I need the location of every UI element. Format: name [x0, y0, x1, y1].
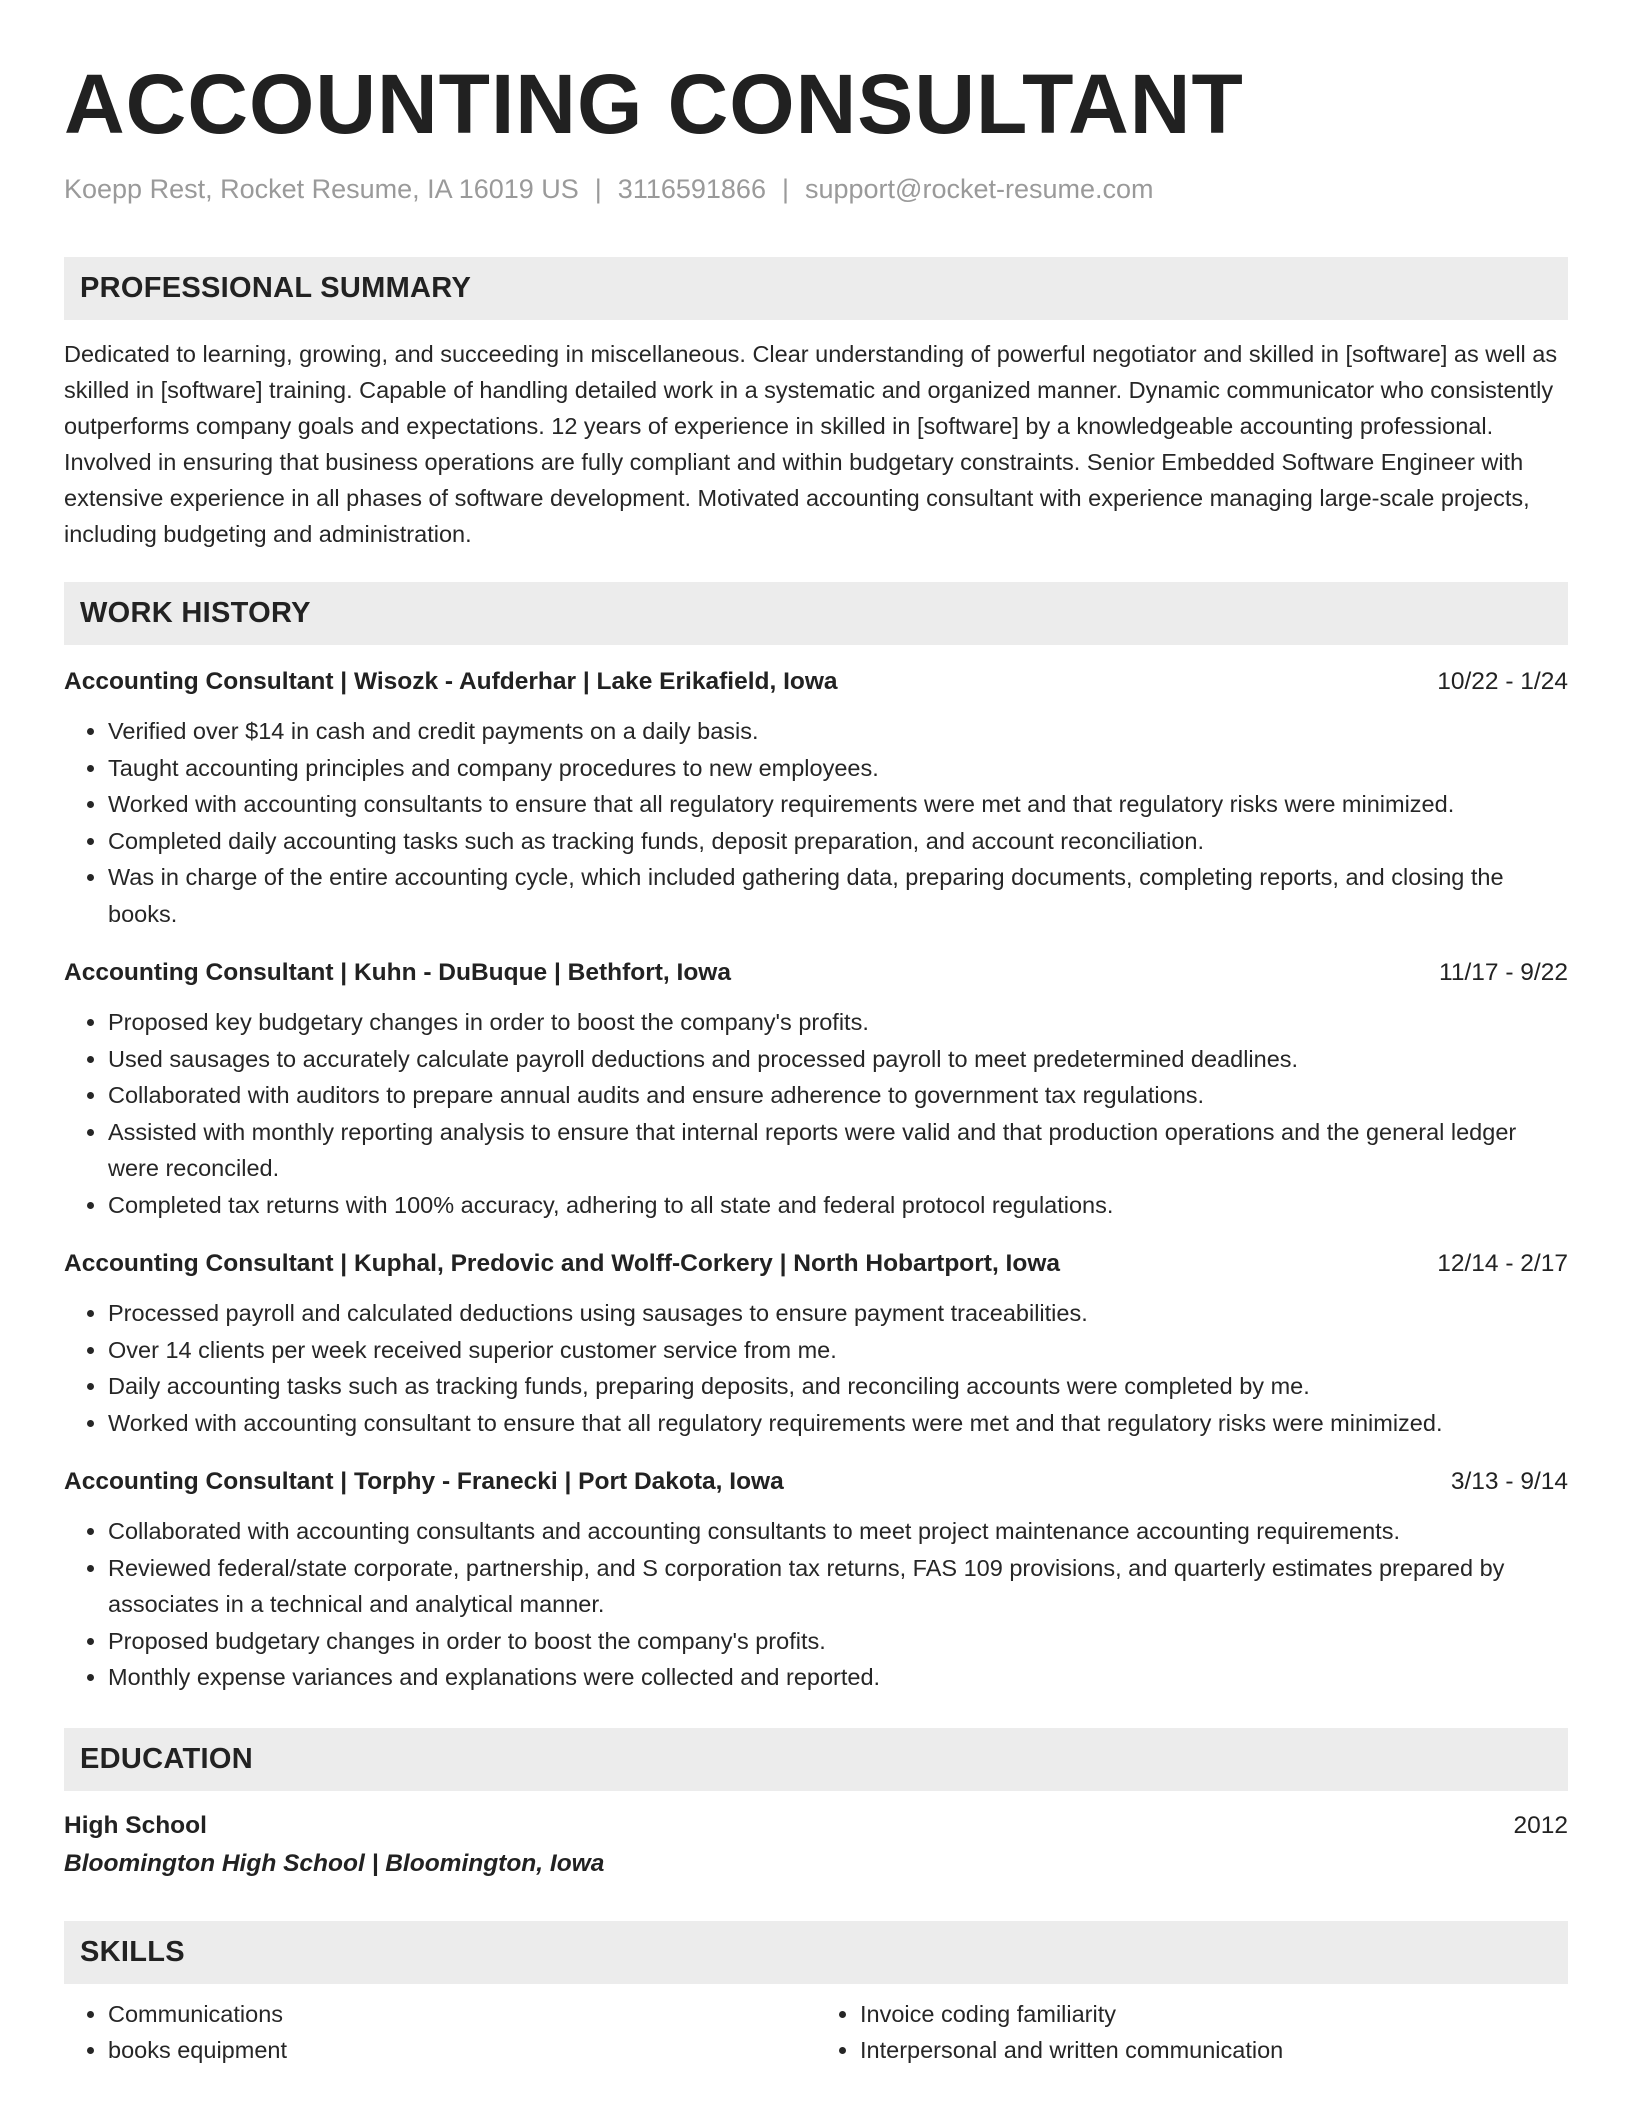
job-title: Accounting Consultant | Torphy - Franecki | Port Dakota, Iowa: [64, 1468, 784, 1495]
section-heading-education: EDUCATION: [64, 1728, 1568, 1791]
skills-list-left: [64, 1996, 816, 2069]
job-entry: [64, 1245, 1568, 1441]
skills-columns: [64, 1996, 1568, 2069]
job-bullets: [64, 1004, 1568, 1223]
contact-address: Koepp Rest, Rocket Resume, IA 16019 US: [64, 174, 579, 204]
job-dates: 12/14 - 2/17: [1437, 1250, 1568, 1277]
contact-phone: 3116591866: [617, 174, 766, 204]
job-bullet: • Proposed budgetary changes in order to boost the company's profits.: [108, 1623, 1568, 1660]
job-bullet: • Completed tax returns with 100% accuracy, adhering to all state and federal protocol regulations.: [108, 1187, 1568, 1224]
job-bullet: • Daily accounting tasks such as tracking funds, preparing deposits, and reconciling accounts were completed by me.: [108, 1368, 1568, 1405]
job-bullet: • Proposed key budgetary changes in order to boost the company's profits.: [108, 1004, 1568, 1041]
job-title: Accounting Consultant | Kuhn - DuBuque | Bethfort, Iowa: [64, 959, 731, 986]
contact-separator: |: [594, 174, 602, 204]
job-bullet: • Processed payroll and calculated deductions using sausages to ensure payment traceabilities.: [108, 1295, 1568, 1332]
job-bullets: [64, 1513, 1568, 1696]
job-bullet: • Reviewed federal/state corporate, partnership, and S corporation tax returns, FAS 109 provisions, and quarterly estimates prepared by associates in a technical and analytical manner.: [108, 1550, 1568, 1623]
job-title: Accounting Consultant | Wisozk - Aufderhar | Lake Erikafield, Iowa: [64, 668, 838, 695]
job-bullet: • Assisted with monthly reporting analysis to ensure that internal reports were valid and that production operations and the general ledger were reconciled.: [108, 1114, 1568, 1187]
job-bullet: • Monthly expense variances and explanations were collected and reported.: [108, 1659, 1568, 1696]
job-title-row: [64, 954, 1568, 992]
job-dates: 10/22 - 1/24: [1437, 668, 1568, 695]
contact-separator: |: [781, 174, 789, 204]
job-bullet: • Verified over $14 in cash and credit payments on a daily basis.: [108, 713, 1568, 750]
education-school: Bloomington High School | Bloomington, Iowa: [64, 1849, 605, 1877]
job-entry: [64, 663, 1568, 932]
job-bullet: • Used sausages to accurately calculate payroll deductions and processed payroll to meet predetermined deadlines.: [108, 1041, 1568, 1078]
section-heading-work-history: WORK HISTORY: [64, 582, 1568, 645]
job-title-row: [64, 1463, 1568, 1501]
job-bullets: [64, 713, 1568, 932]
skill-item: • Interpersonal and written communication: [860, 2032, 1568, 2069]
summary-text: Dedicated to learning, growing, and succeeding in miscellaneous. Clear understanding of powerful negotiator and skilled in [software] as well as skilled in [software] training. Capable of handling detailed work in a systematic and organized manner. Dynamic communicator who consistently outperforms company goals and expectations. 12 years of experience in skilled in [software] by a knowledgeable accounting professional. Involved in ensuring that business operations are fully compliant and within budgetary constraints. Senior Embedded Software Engineer with extensive experience in all phases of software development. Motivated accounting consultant with experience managing large-scale projects, including budgeting and administration.: [64, 341, 1558, 547]
section-heading-skills: SKILLS: [64, 1921, 1568, 1984]
skill-item: • books equipment: [108, 2032, 816, 2069]
resume-name: ACCOUNTING CONSULTANT: [64, 57, 1244, 151]
job-bullet: • Worked with accounting consultants to ensure that all regulatory requirements were met and that regulatory risks were minimized.: [108, 786, 1568, 823]
job-title: Accounting Consultant | Kuphal, Predovic and Wolff-Corkery | North Hobartport, Iowa: [64, 1250, 1061, 1277]
job-dates: 11/17 - 9/22: [1439, 959, 1568, 986]
job-bullet: • Collaborated with auditors to prepare annual audits and ensure adherence to government tax regulations.: [108, 1077, 1568, 1114]
job-entry: [64, 1463, 1568, 1696]
work-history-list: [64, 663, 1568, 1696]
education-degree: High School: [64, 1811, 207, 1839]
job-bullet: • Was in charge of the entire accounting cycle, which included gathering data, preparing documents, completing reports, and closing the books.: [108, 859, 1568, 932]
job-bullet: • Taught accounting principles and company procedures to new employees.: [108, 750, 1568, 787]
job-dates: 3/13 - 9/14: [1450, 1468, 1568, 1495]
job-entry: [64, 954, 1568, 1223]
job-title-row: [64, 663, 1568, 701]
skill-item: • Invoice coding familiarity: [860, 1996, 1568, 2033]
education-row: [64, 1807, 1568, 1845]
section-heading-summary: PROFESSIONAL SUMMARY: [64, 257, 1568, 320]
skills-list-right: [816, 1996, 1568, 2069]
job-bullet: • Worked with accounting consultant to ensure that all regulatory requirements were met and that regulatory risks were minimized.: [108, 1405, 1568, 1442]
job-bullets: [64, 1295, 1568, 1441]
education-year: 2012: [1513, 1811, 1568, 1839]
contact-email: support@rocket-resume.com: [804, 174, 1154, 204]
job-bullet: • Collaborated with accounting consultants and accounting consultants to meet project maintenance accounting requirements.: [108, 1513, 1568, 1550]
job-bullet: • Over 14 clients per week received superior customer service from me.: [108, 1332, 1568, 1369]
contact-line: [64, 174, 1568, 205]
skill-item: • Communications: [108, 1996, 816, 2033]
job-bullet: • Completed daily accounting tasks such as tracking funds, deposit preparation, and account reconciliation.: [108, 823, 1568, 860]
job-title-row: [64, 1245, 1568, 1283]
